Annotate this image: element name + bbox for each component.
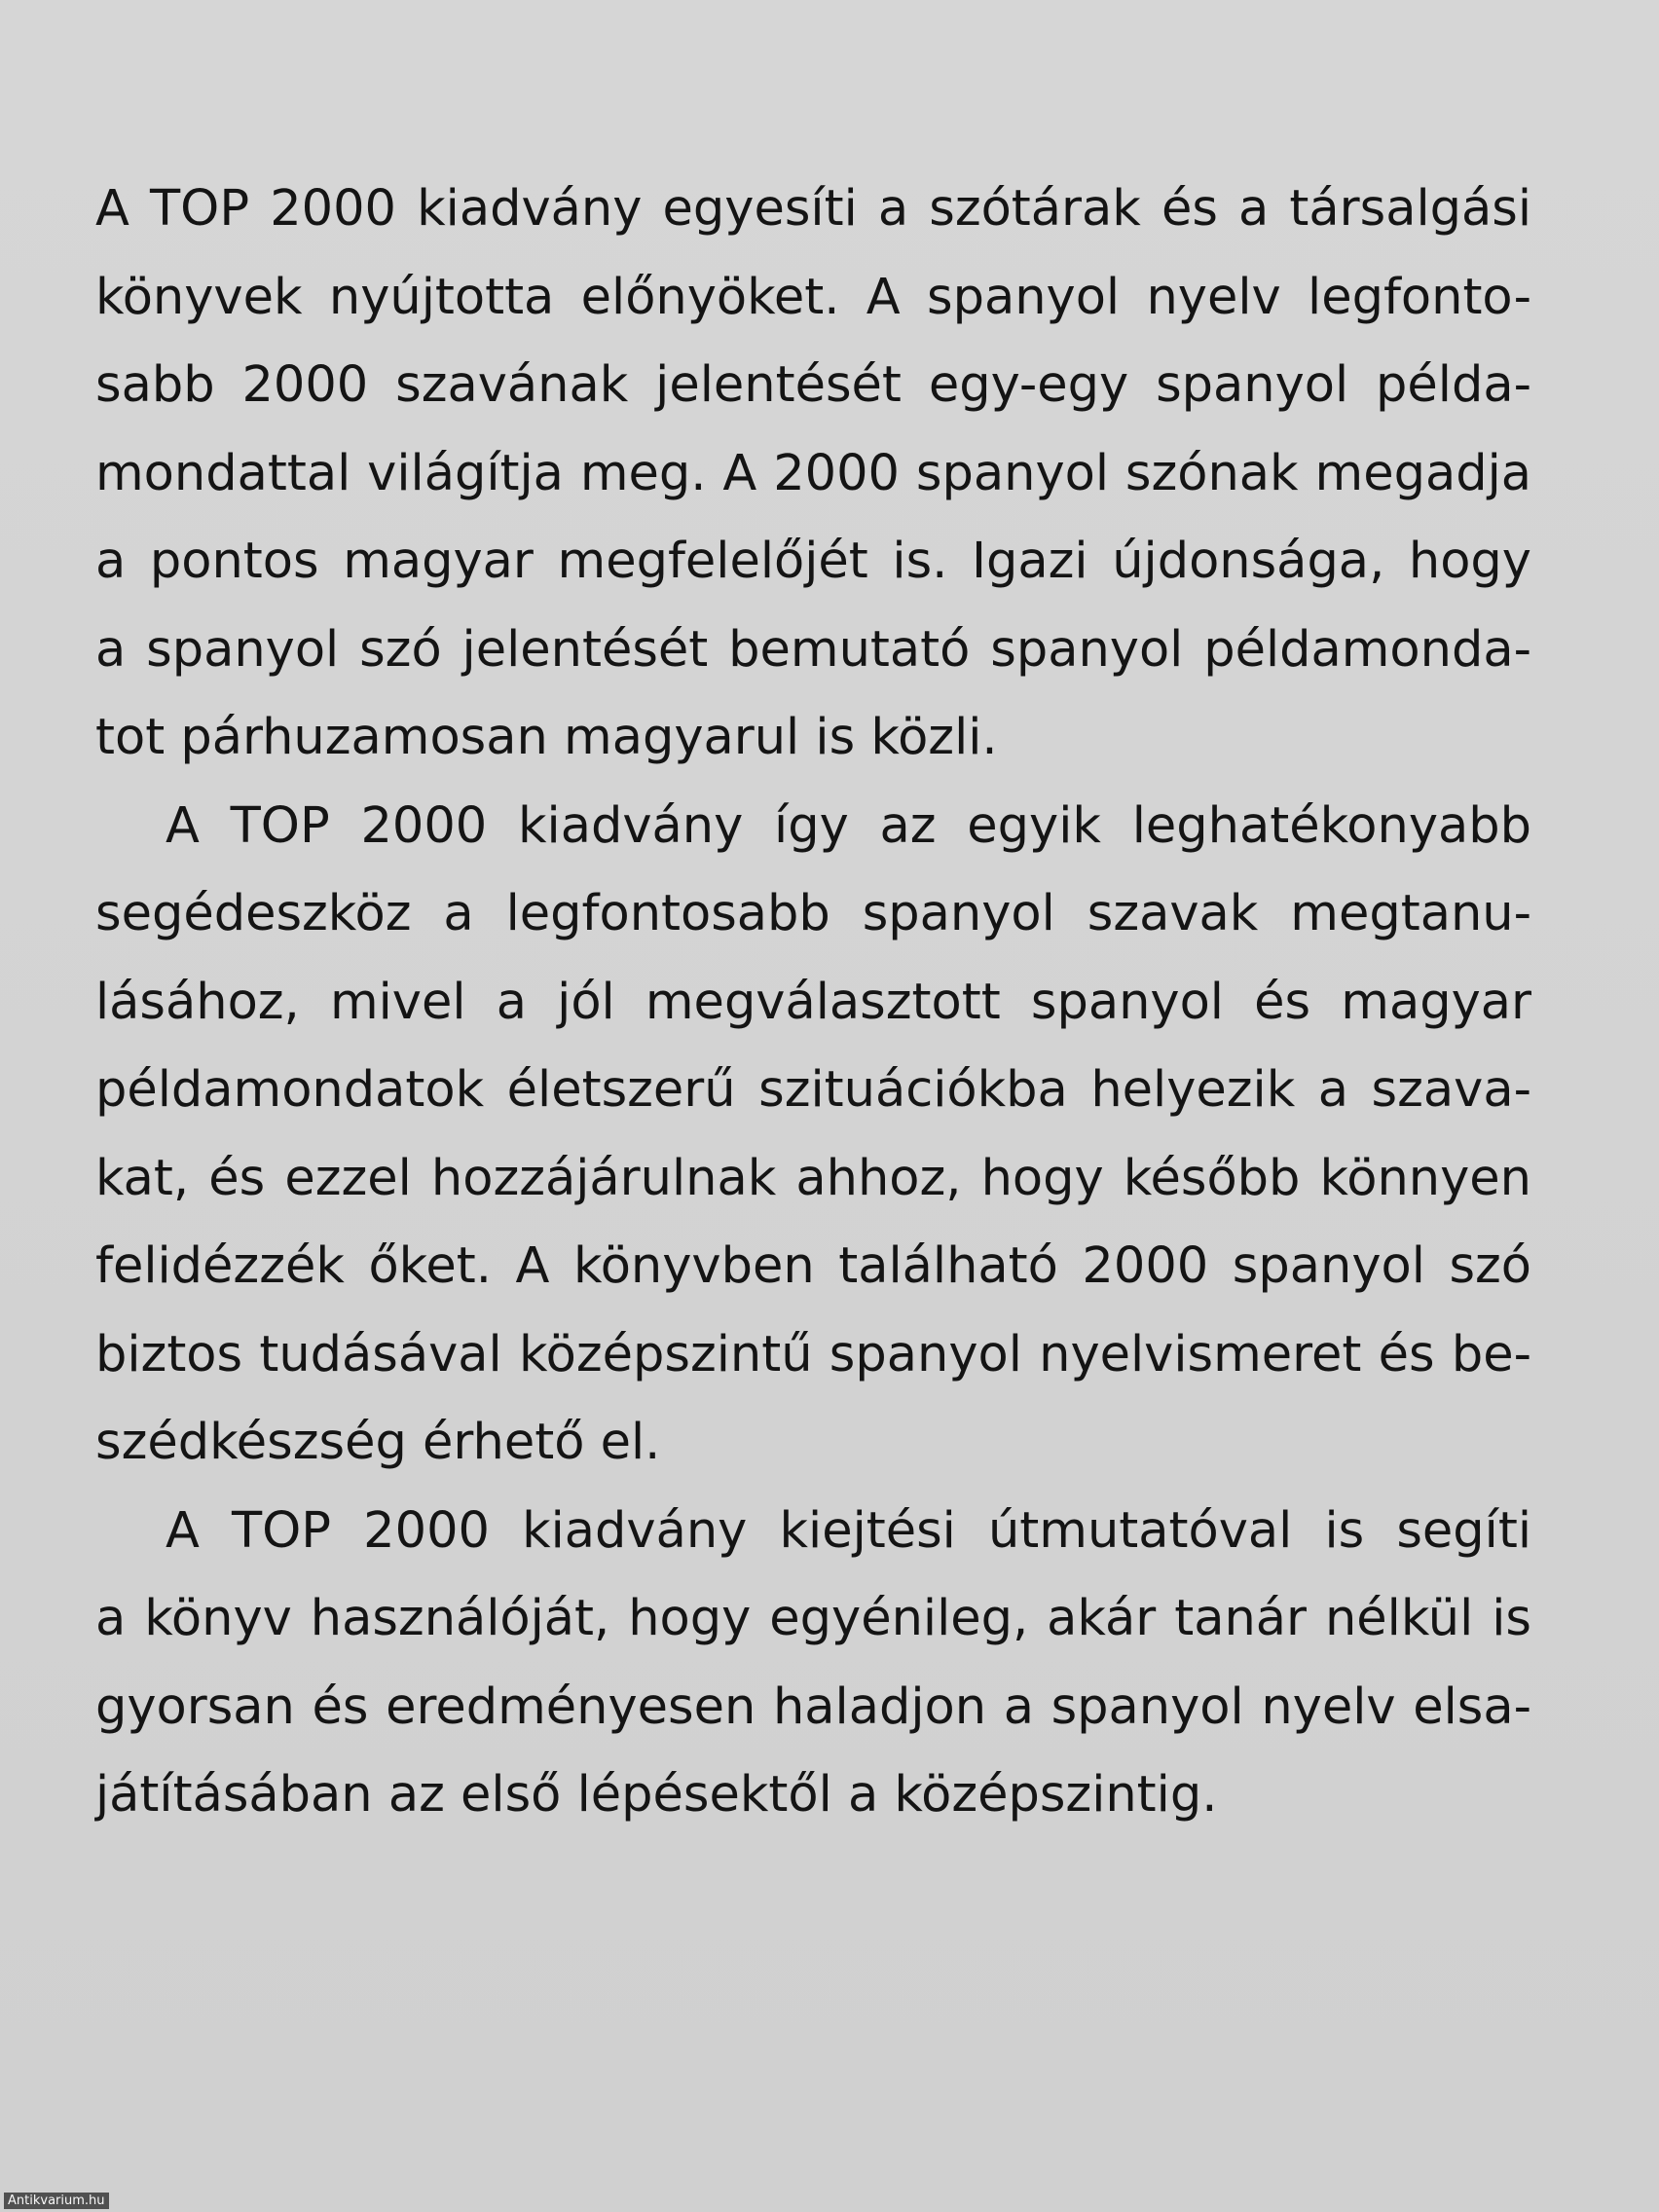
watermark-label: Antikvarium.hu <box>4 2193 109 2209</box>
text-line: gyorsan és eredményesen haladjon a spanyol nyelv elsa- <box>95 1677 1531 1736</box>
text-line: felidézzék őket. A könyvben található 2000 spanyol szó <box>95 1237 1531 1295</box>
text-line: példamondatok életszerű szituációkba helyezik a szava- <box>95 1061 1531 1119</box>
text-line: könyvek nyújtotta előnyöket. A spanyol nyelv legfonto- <box>95 268 1531 326</box>
text-line: szédkészség érhető el. <box>95 1414 661 1471</box>
text-line: a spanyol szó jelentését bemutató spanyol példamonda- <box>95 620 1531 679</box>
text-line: tot párhuzamosan magyarul is közli. <box>95 709 998 766</box>
description-text <box>95 166 1531 1840</box>
text-line: mondattal világítja meg. A 2000 spanyol szónak megadja <box>95 444 1531 502</box>
text-line: lásához, mivel a jól megválasztott spanyol és magyar <box>95 973 1531 1031</box>
text-line: játításában az első lépésektől a középszintig. <box>95 1766 1218 1824</box>
text-line: segédeszköz a legfontosabb spanyol szavak megtanu- <box>95 885 1531 942</box>
text-line: A TOP 2000 kiadvány egyesíti a szótárak és a társalgási <box>95 180 1531 238</box>
text-line: A TOP 2000 kiadvány így az egyik leghatékonyabb <box>166 796 1531 855</box>
text-line: biztos tudásával középszintű spanyol nyelvismeret és be- <box>95 1325 1531 1383</box>
text-line: a pontos magyar megfelelőjét is. Igazi újdonsága, hogy <box>95 533 1531 590</box>
text-line: A TOP 2000 kiadvány kiejtési útmutatóval is segíti <box>166 1501 1531 1560</box>
text-line: sabb 2000 szavának jelentését egy-egy spanyol példa- <box>95 356 1531 414</box>
text-line: kat, és ezzel hozzájárulnak ahhoz, hogy később könnyen <box>95 1149 1531 1207</box>
text-line: a könyv használóját, hogy egyénileg, akár tanár nélkül is <box>95 1590 1531 1647</box>
